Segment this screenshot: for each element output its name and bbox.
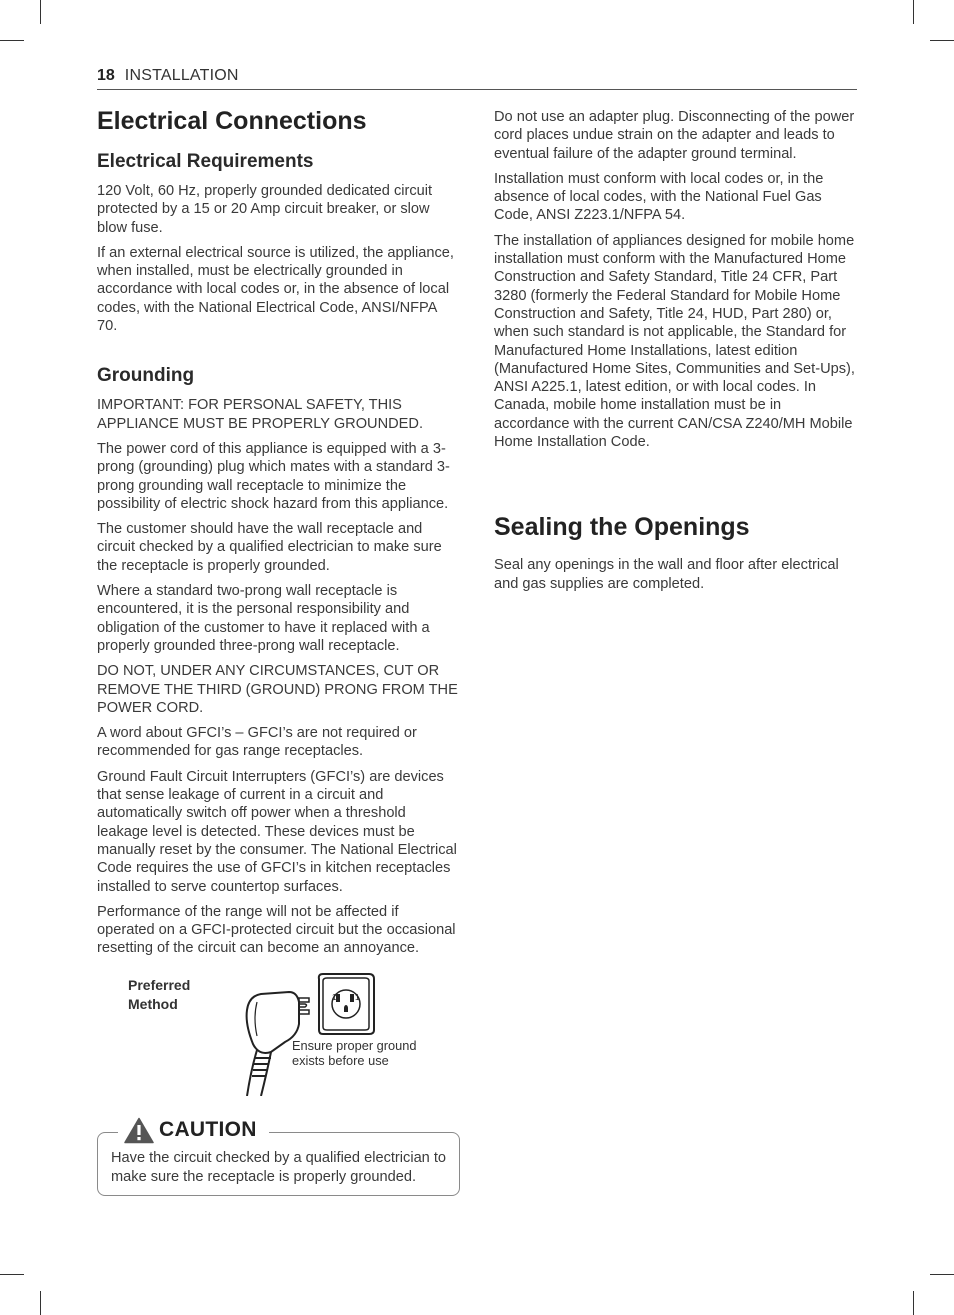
caution-heading xyxy=(118,1117,269,1144)
page-title: Electrical Connections xyxy=(97,107,367,135)
paragraph: Ground Fault Circuit Interrupters (GFCI’s) are devices that sense leakage of current in a circuit and automatically switch off power when a threshold leakage level is detected. These devices must be manually reset by the consumer. The National Electrical Code requires the use of GFCI’s in kitchen receptacles installed to serve countertop surfaces. xyxy=(97,768,457,895)
crop-mark xyxy=(930,40,954,41)
caption-line: exists before use xyxy=(292,1053,389,1069)
paragraph: Performance of the range will not be affected if operated on a GFCI-protected circuit but the occasional resetting of the circuit can become an annoyance. xyxy=(97,903,456,957)
paragraph: Do not use an adapter plug. Disconnecting of the power cord places undue strain on the adapter and leads to eventual failure of the adapter ground terminal. xyxy=(494,109,855,162)
page-number: 18 xyxy=(97,67,115,84)
page-header xyxy=(97,67,857,90)
grounding-figure xyxy=(97,972,459,1112)
preferred-method-label xyxy=(128,976,228,1014)
section-name: INSTALLATION xyxy=(124,67,239,84)
left-column xyxy=(97,104,459,1196)
caution-title: CAUTION xyxy=(159,1118,257,1142)
figure-caption xyxy=(292,1038,452,1069)
paragraph: If an external electrical source is utilized, the appliance, when installed, must be electrically grounded in accordance with local codes or, in the absence of local codes, with the National Electrical Code, ANSI/NFPA 70. xyxy=(97,244,454,335)
outlet-label: 1 xyxy=(332,992,337,1002)
paragraph: Installation must conform with local codes or, in the absence of local codes, with the National Fuel Gas Code, ANSI Z223.1/NFPA 54. xyxy=(494,170,824,224)
heading-grounding: Grounding xyxy=(97,365,195,387)
paragraph: The power cord of this appliance is equipped with a 3-prong (grounding) plug which mates with a standard 3-prong grounding wall receptacle to minimize the possibility of electric shock hazard from this appliance. xyxy=(97,440,450,512)
paragraph: IMPORTANT: FOR PERSONAL SAFETY, THIS APPLIANCE MUST BE PROPERLY GROUNDED. xyxy=(97,397,424,432)
paragraph: A word about GFCI’s – GFCI’s are not required or recommended for gas range receptacles. xyxy=(97,725,417,760)
crop-mark xyxy=(0,40,24,41)
crop-mark xyxy=(913,1291,914,1315)
wall-outlet-icon xyxy=(319,974,374,1034)
crop-mark xyxy=(40,1291,41,1315)
paragraph: Where a standard two-prong wall receptacle is encountered, it is the personal responsibility and obligation of the customer to have it replaced with a properly grounded three-prong wall receptacle. xyxy=(97,583,430,654)
paragraph: 120 Volt, 60 Hz, properly grounded dedicated circuit protected by a 15 or 20 Amp circuit breaker, or slow blow fuse. xyxy=(97,183,433,236)
crop-mark xyxy=(40,0,41,24)
caution-text: Have the circuit checked by a qualified electrician to make sure the receptacle is properly grounded. xyxy=(111,1149,447,1185)
warning-triangle-icon xyxy=(124,1117,154,1144)
heading-sealing-openings: Sealing the Openings xyxy=(494,513,750,542)
preferred-label-line: Preferred xyxy=(128,976,191,993)
paragraph: DO NOT, UNDER ANY CIRCUMSTANCES, CUT OR REMOVE THE THIRD (GROUND) PRONG FROM THE POWER CORD. xyxy=(97,663,458,716)
crop-mark xyxy=(930,1274,954,1275)
right-column xyxy=(494,108,858,600)
crop-mark xyxy=(0,1274,24,1275)
preferred-label-line: Method xyxy=(128,995,178,1012)
crop-mark xyxy=(913,0,914,24)
caption-line: Ensure proper ground xyxy=(292,1037,417,1053)
caution-box xyxy=(97,1118,460,1196)
grounded-plug-icon xyxy=(241,972,391,1096)
paragraph: The installation of appliances designed for mobile home installation must conform with the Manufactured Home Construction and Safety Standard, Title 24 CFR, Part 3280 (formerly the Federal Standard for Mobile Home Construction and Safety, Title 24, HUD, Part 280) or, when such standard is not applicable, the Standard for Manufactured Home Installations, latest edition (Manufactured Home Sites, Communities and Set-Ups), ANSI A225.1, latest edition, or with local codes. In Canada, mobile home installation must be in accordance with the current CAN/CSA Z240/MH Mobile Home Installation Code. xyxy=(494,232,855,451)
paragraph: The customer should have the wall receptacle and circuit checked by a qualified electrician to make sure the receptacle is properly grounded. xyxy=(97,521,442,574)
heading-electrical-requirements: Electrical Requirements xyxy=(97,151,314,172)
paragraph: Seal any openings in the wall and floor after electrical and gas supplies are completed. xyxy=(494,557,839,592)
outlet-label: 1 xyxy=(355,992,360,1002)
